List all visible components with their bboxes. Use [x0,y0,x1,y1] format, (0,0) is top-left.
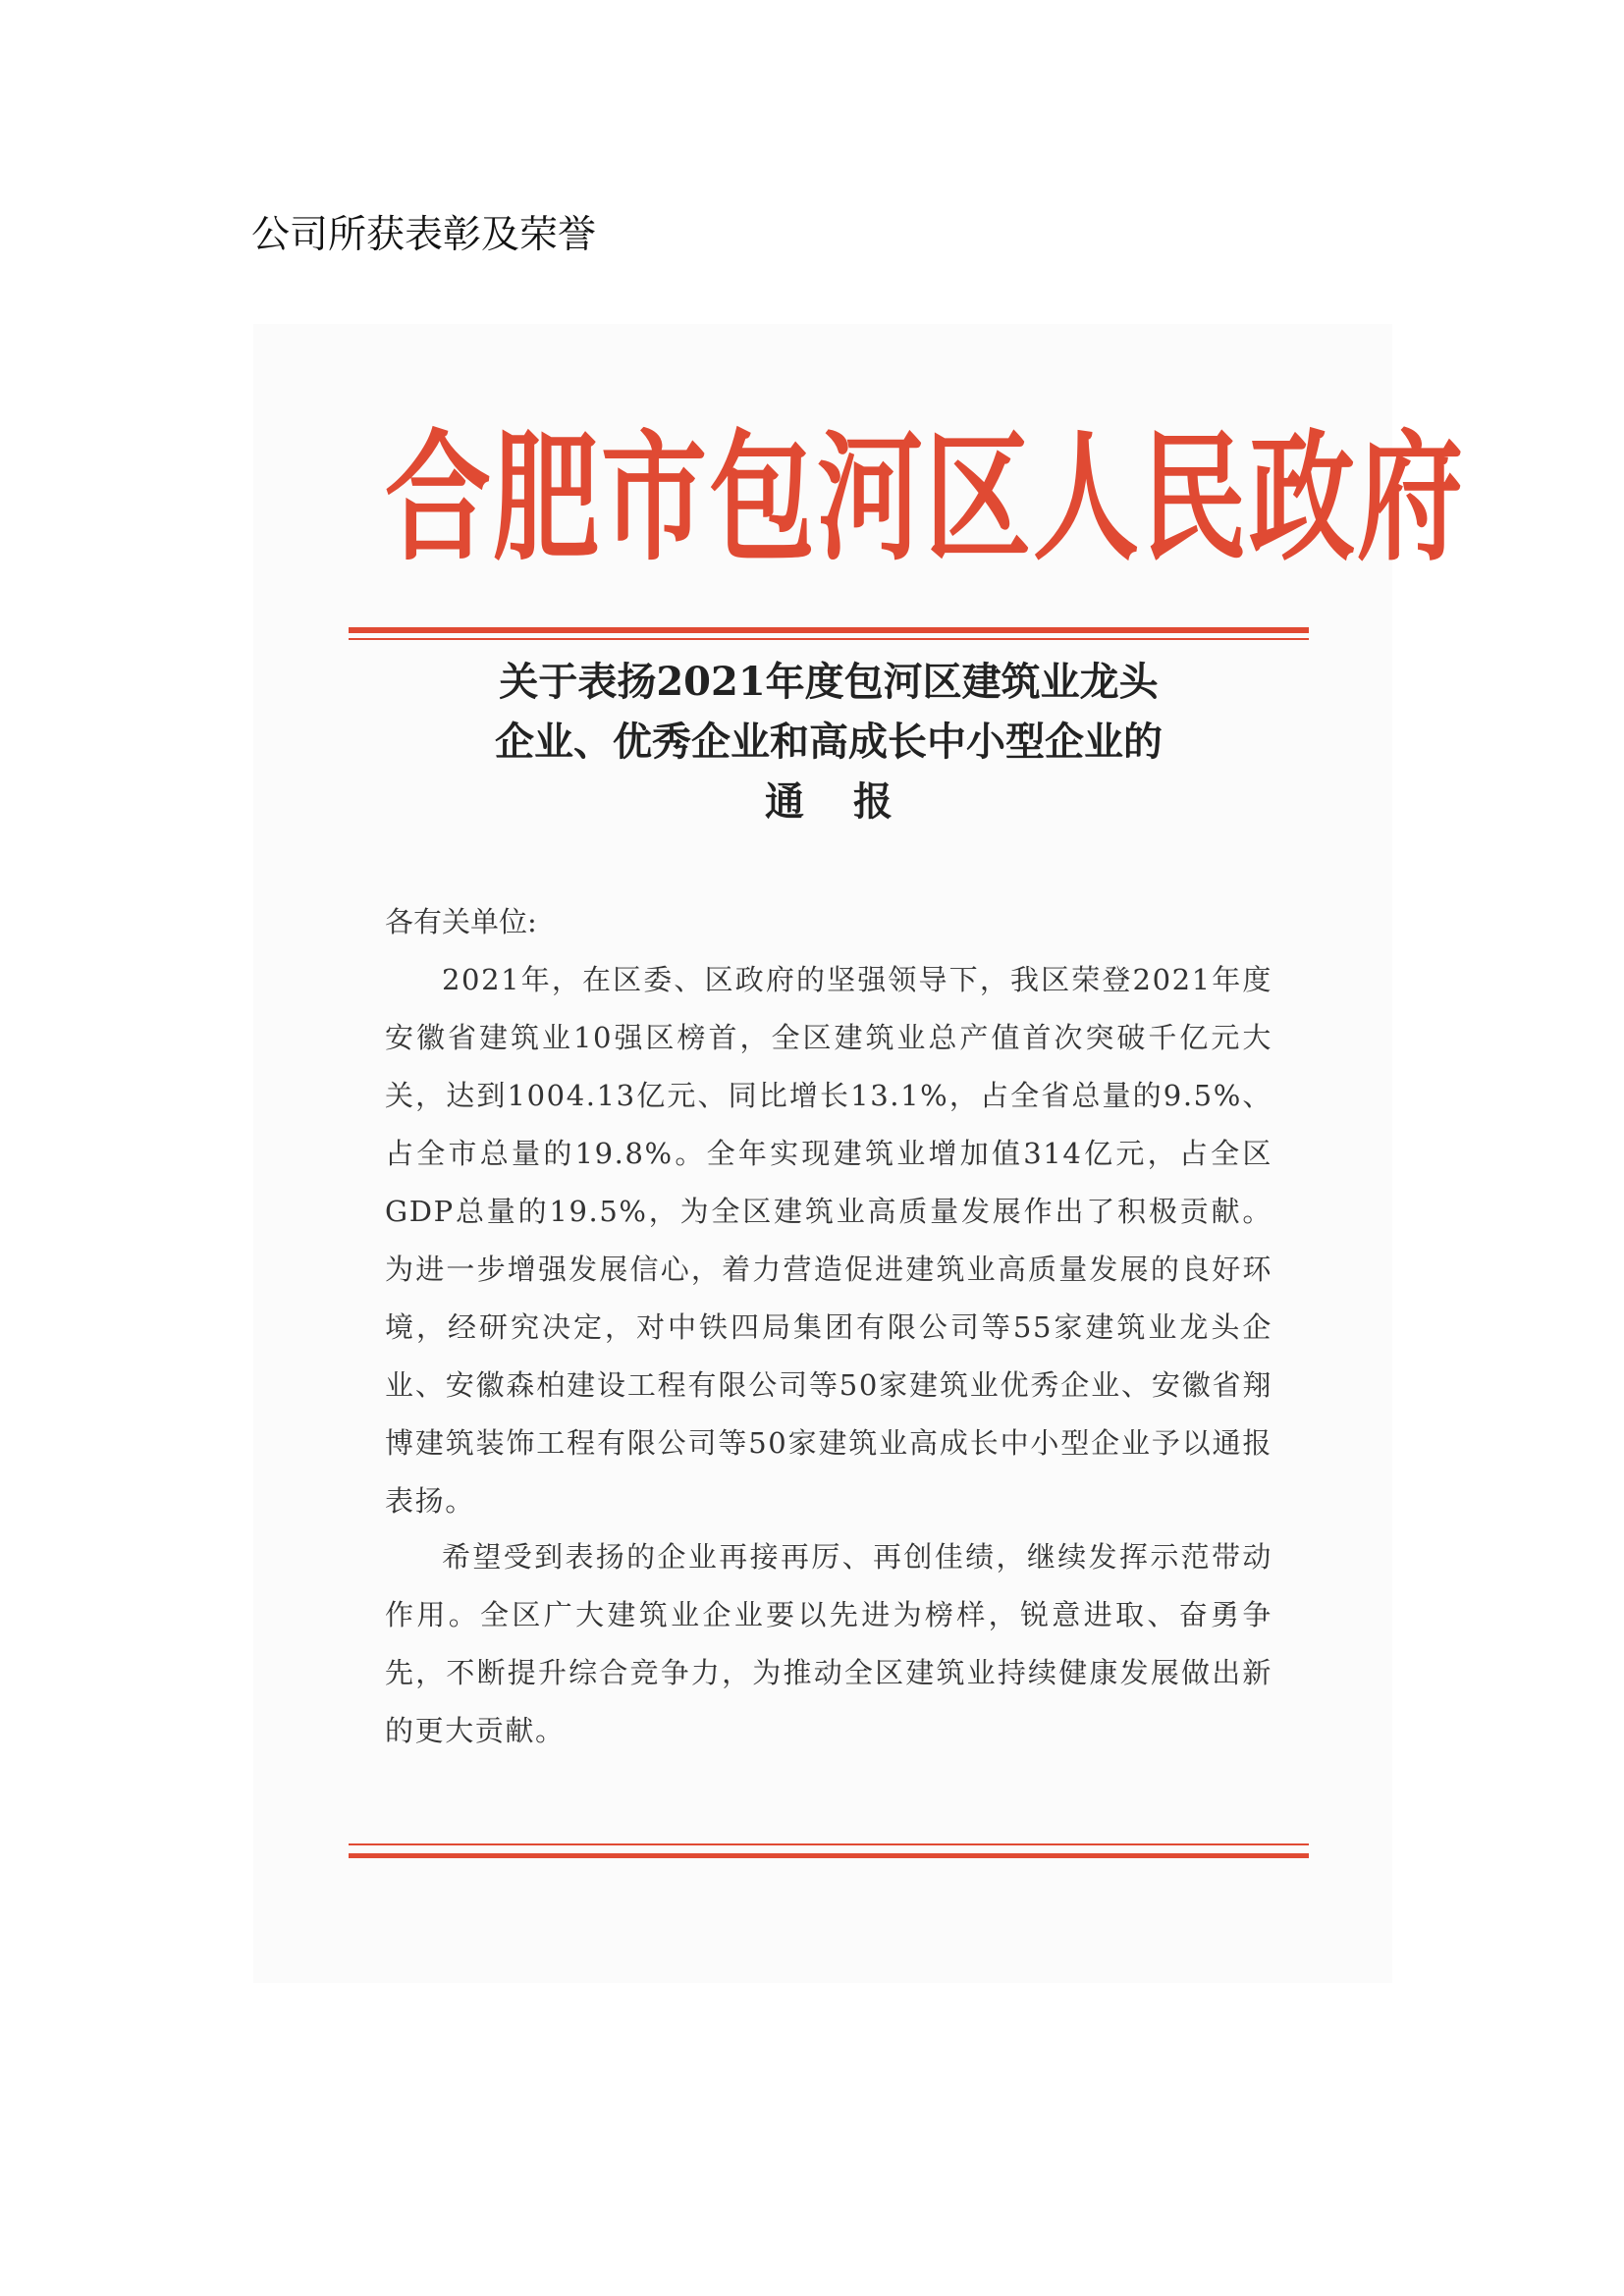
salutation: 各有关单位: [385,905,537,938]
page-heading: 公司所获表彰及荣誉 [251,213,597,257]
notice-title-line-3: 通报 [765,778,942,825]
footer-divider [349,1853,1309,1858]
body-paragraph-1: 2021年，在区委、区政府的坚强领导下，我区荣登2021年度安徽省建筑业10强区榜首，全区建筑业总产值首次突破千亿元大关，达到1004.13亿元、同比增长13.1%，占全省总量的9.5%、占全市总量的19.8%。全年实现建筑业增加值314亿元，占全区GDP总量的19.5%，为全区建筑业高质量发展作出了积极贡献。为进一步增强发展信心，着力营造促进建筑业高质量发展的良好环境，经研究决定，对中铁四局集团有限公司等55家建筑业龙头企业、安徽森柏建设工程有限公司等50家建筑业优秀企业、安徽省翔博建筑装饰工程有限公司等50家建筑业高成长中小型企业予以通报表扬。 [385,963,1272,1518]
footer-divider-thin [349,1843,1309,1845]
notice-title-line-1: 关于表扬2021年度包河区建筑业龙头 [499,659,1159,705]
letterhead-divider-thin [349,638,1309,640]
issuer-letterhead: 合肥市包河区人民政府 [385,416,1466,581]
notice-title [353,652,1304,831]
notice-title-line-2: 企业、优秀企业和高成长中小型企业的 [495,719,1163,765]
body-paragraph-2: 希望受到表扬的企业再接再厉、再创佳绩，继续发挥示范带动作用。全区广大建筑业企业要以先进为榜样，锐意进取、奋勇争先，不断提升综合竞争力，为推动全区建筑业持续健康发展做出新的更大贡献。 [385,1540,1272,1747]
letterhead-divider [349,627,1309,633]
